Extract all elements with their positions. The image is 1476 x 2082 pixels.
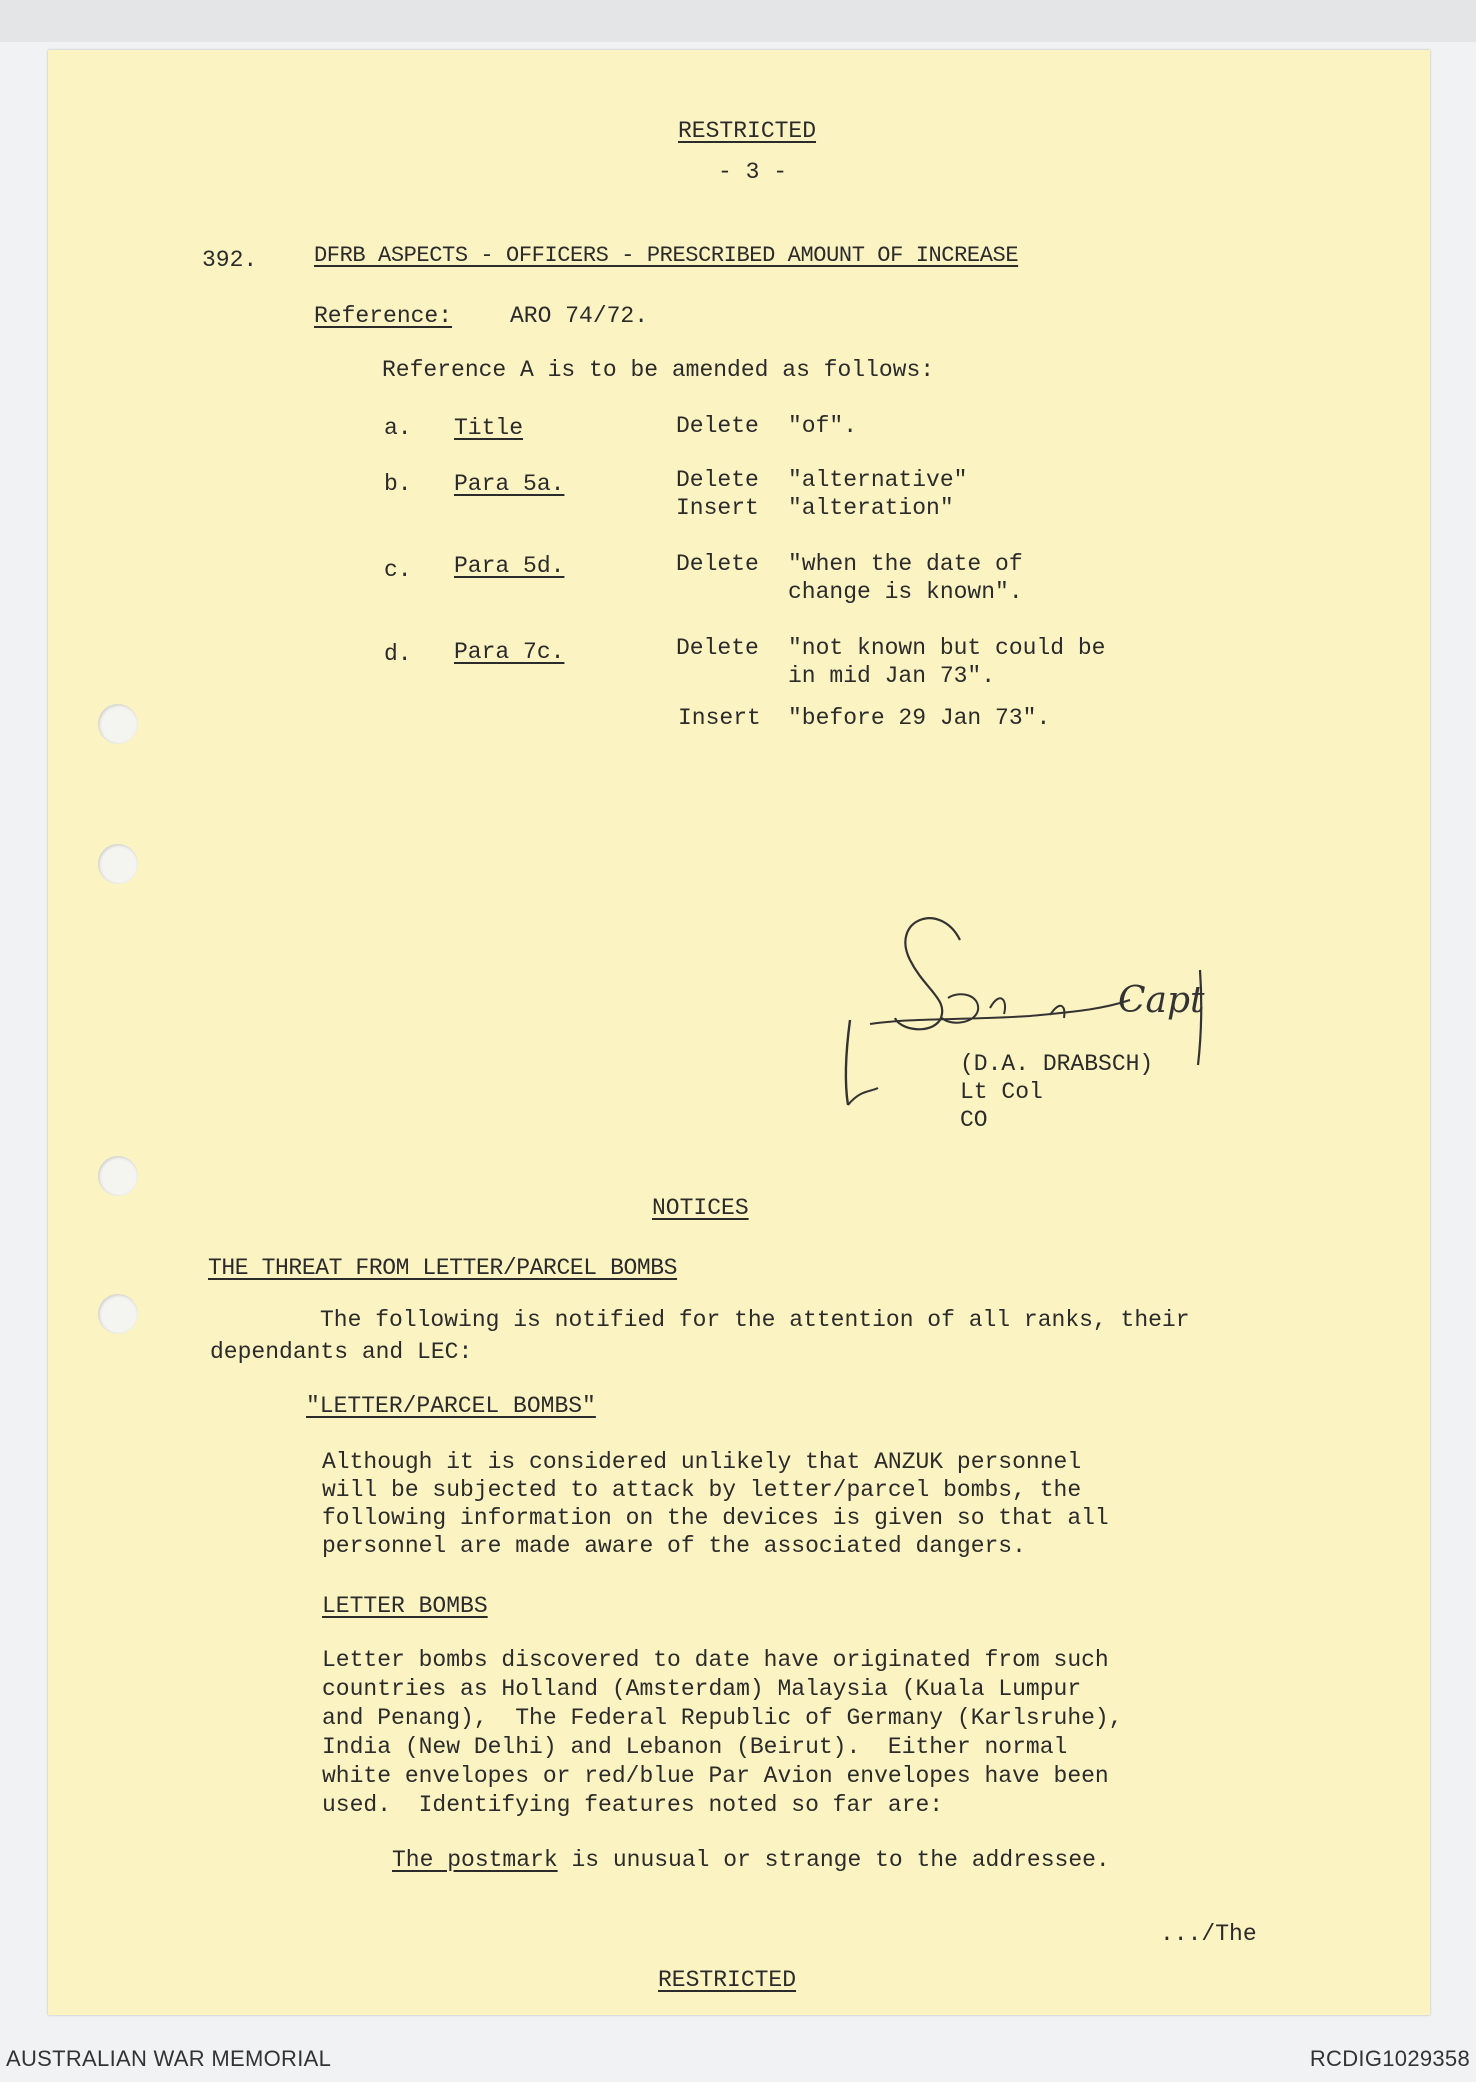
amendment-text: "alternative" bbox=[788, 467, 968, 493]
amendment-text: "before 29 Jan 73". bbox=[788, 705, 1051, 731]
notice-paragraph-line: Letter bombs discovered to date have originated from such bbox=[322, 1647, 1109, 1673]
punch-hole bbox=[98, 844, 138, 884]
reference-value: ARO 74/72. bbox=[510, 303, 649, 329]
amendment-action: Delete bbox=[676, 551, 759, 577]
notice-paragraph-line: used. Identifying features noted so far are: bbox=[322, 1792, 944, 1818]
item-title: DFRB ASPECTS - OFFICERS - PRESCRIBED AMOUNT OF INCREASE bbox=[314, 243, 1019, 268]
signature-rank-handwritten: Capt bbox=[1118, 980, 1205, 1021]
restricted-footer: RESTRICTED bbox=[658, 1967, 797, 1993]
amendment-action: Delete bbox=[676, 413, 759, 439]
amendment-para: Para 5d. bbox=[454, 553, 565, 579]
signatory-rank: Lt Col bbox=[960, 1079, 1043, 1105]
amendment-letter: a. bbox=[384, 415, 412, 441]
letter-bombs-heading: LETTER BOMBS bbox=[322, 1593, 488, 1619]
notice-paragraph-line: countries as Holland (Amsterdam) Malaysia (Kuala Lumpur bbox=[322, 1676, 1082, 1702]
notice-paragraph-line: personnel are made aware of the associated dangers. bbox=[322, 1533, 1026, 1559]
archive-caption-right: RCDIG1029358 bbox=[1309, 2046, 1470, 2071]
notice-paragraph-line: and Penang), The Federal Republic of Germany (Karlsruhe), bbox=[322, 1705, 1123, 1731]
amendment-text: "alteration" bbox=[788, 495, 954, 521]
amendment-letter: d. bbox=[384, 641, 412, 667]
amendment-text-cont: in mid Jan 73". bbox=[788, 663, 996, 689]
reference-label: Reference: bbox=[314, 303, 453, 329]
notice-paragraph: The following is notified for the attention of all ranks, their bbox=[320, 1307, 1190, 1333]
continuation-marker: .../The bbox=[1160, 1921, 1257, 1947]
notice-paragraph-line: India (New Delhi) and Lebanon (Beirut). Either normal bbox=[322, 1734, 1068, 1760]
notice-subheading: THE THREAT FROM LETTER/PARCEL BOMBS bbox=[208, 1255, 678, 1281]
scanner-top-strip bbox=[0, 0, 1476, 42]
item-number: 392. bbox=[202, 247, 258, 273]
amendment-para: Para 7c. bbox=[454, 639, 565, 665]
amendment-action: Delete bbox=[676, 635, 759, 661]
quote-heading: "LETTER/PARCEL BOMBS" bbox=[306, 1393, 596, 1419]
punch-hole bbox=[98, 1156, 138, 1196]
amendment-text: "of". bbox=[788, 413, 858, 439]
postmark-label: The postmark bbox=[392, 1847, 558, 1873]
notice-paragraph-line: Although it is considered unlikely that ANZUK personnel bbox=[322, 1449, 1082, 1475]
archive-caption-left: AUSTRALIAN WAR MEMORIAL bbox=[6, 2046, 332, 2071]
amendment-action: Insert bbox=[676, 495, 759, 521]
amendment-text: "not known but could be bbox=[788, 635, 1106, 661]
amendment-para: Title bbox=[454, 415, 524, 441]
amendment-letter: b. bbox=[384, 471, 412, 497]
signatory-appointment: CO bbox=[960, 1107, 988, 1133]
notice-paragraph-line: white envelopes or red/blue Par Avion envelopes have been bbox=[322, 1763, 1109, 1789]
amendment-letter: c. bbox=[384, 557, 412, 583]
amendment-intro: Reference A is to be amended as follows: bbox=[382, 357, 935, 383]
postmark-text: is unusual or strange to the addressee. bbox=[557, 1847, 1110, 1873]
page-number: - 3 - bbox=[718, 159, 788, 185]
amendment-text-cont: change is known". bbox=[788, 579, 1023, 605]
punch-hole bbox=[98, 704, 138, 744]
amendment-text: "when the date of bbox=[788, 551, 1023, 577]
signatory-name: (D.A. DRABSCH) bbox=[960, 1051, 1154, 1077]
amendment-action: Insert bbox=[678, 705, 761, 731]
punch-hole bbox=[98, 1294, 138, 1334]
amendment-action: Delete bbox=[676, 467, 759, 493]
amendment-para: Para 5a. bbox=[454, 471, 565, 497]
postmark-line bbox=[392, 1846, 1110, 1874]
notice-paragraph-line: following information on the devices is given so that all bbox=[322, 1505, 1109, 1531]
notice-paragraph: dependants and LEC: bbox=[210, 1339, 473, 1365]
restricted-header: RESTRICTED bbox=[678, 118, 817, 144]
notices-heading: NOTICES bbox=[652, 1195, 749, 1221]
notice-paragraph-line: will be subjected to attack by letter/parcel bombs, the bbox=[322, 1477, 1082, 1503]
